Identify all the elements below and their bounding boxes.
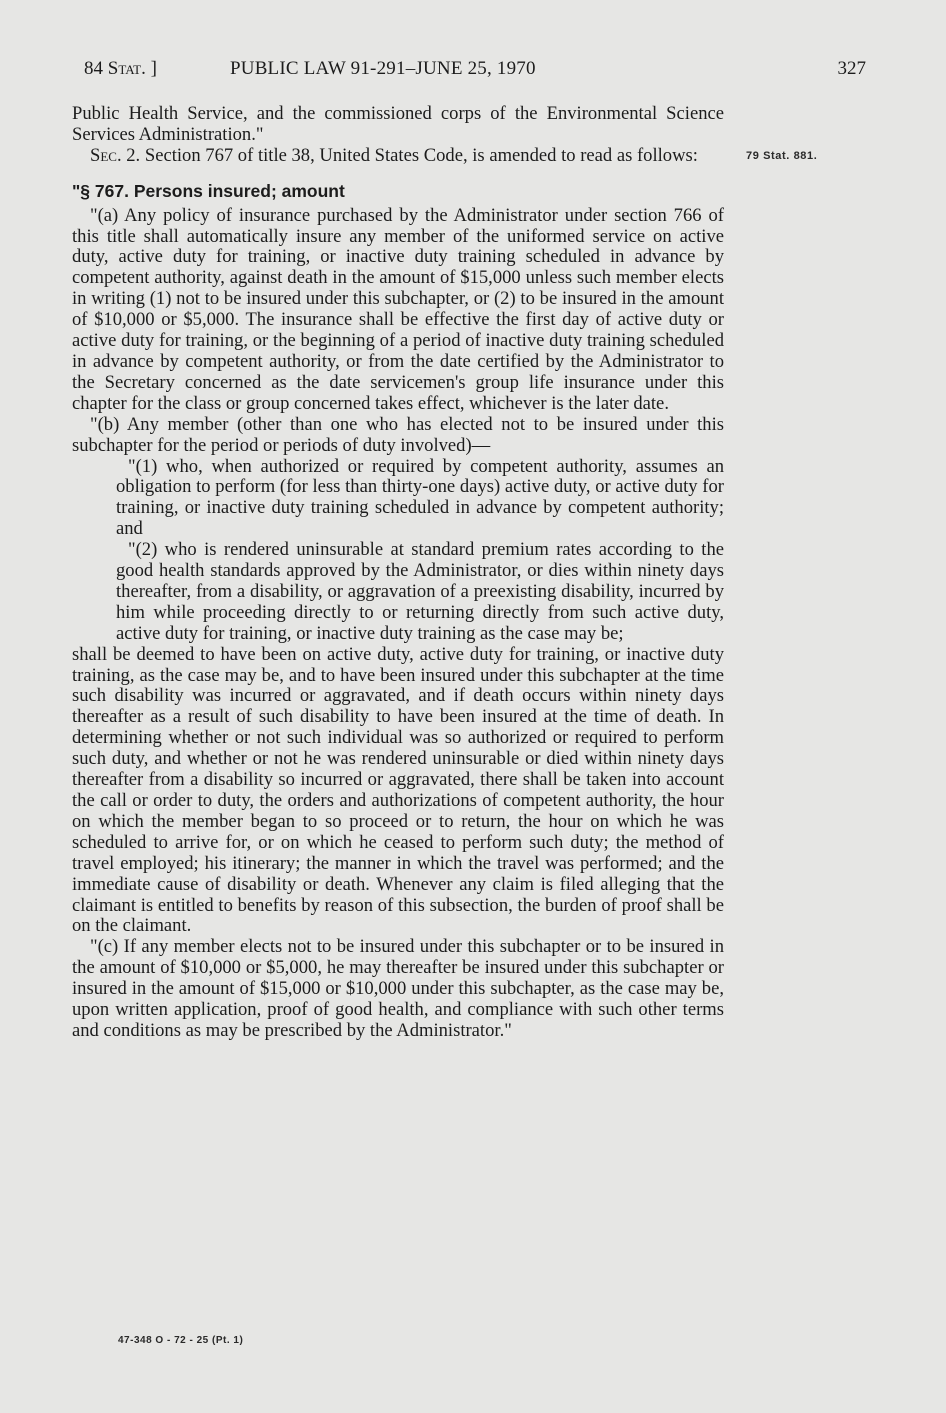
- subsection-a: "(a) Any policy of insurance purchased by the Administrator under section 766 of this title shall automatically insure any member of the uniformed service on active duty, active duty for training, or inactive duty training scheduled in advance by competent authority, against death in the amount of $15,000 unless such member elects in writing (1) not to be insured under this subchapter, or (2) to be insured in the amount of $10,000 or $5,000. The insurance shall be effective the first day of active duty or active duty for training, or the beginning of a period of inactive duty training scheduled in advance by competent authority, or from the date certified by the Administrator to the Secretary concerned as the date servicemen's group life insurance under this chapter for the class or group concerned takes effect, whichever is the later date.: [72, 204, 724, 414]
- subsection-b: "(b) Any member (other than one who has elected not to be insured under this subchapter for the period or periods of duty involved)—: [72, 413, 724, 456]
- subsection-c: "(c) If any member elects not to be insured under this subchapter or to be insured in the amount of $10,000 or $5,000, he may thereafter be insured under this subchapter or insured in the amount of $15,000 or $10,000 under this subchapter, as the case may be, upon written application, proof of good health, and compliance with such other terms and conditions as may be prescribed by the Administrator.": [72, 936, 724, 1041]
- margin-citation: 79 Stat. 881.: [746, 150, 818, 162]
- section-2-paragraph: [72, 146, 724, 167]
- subsection-b-continuation: shall be deemed to have been on active duty, active duty for training, or inactive duty training, as the case may be, and to have been insured under this subchapter at the time such disability was incurred or aggravated, and if death occurs within ninety days thereafter as a result of such disability to have been insured at the time of death. In determining whether or not such individual was so authorized or required to perform such duty, and whether or not he was rendered uninsurable or died within ninety days thereafter from a disability so incurred or aggravated, there shall be taken into account the call or order to duty, the orders and authorizations of competent authority, the hour on which the member began to so proceed or to return, the hour on which he was scheduled to arrive for, or on which he ceased to perform such duty; the method of travel employed; his itinerary; the manner in which the travel was performed; and the immediate cause of disability or death. Whenever any claim is filed alleging that the claimant is entitled to benefits by reason of this subsection, the burden of proof shall be on the claimant.: [72, 643, 724, 937]
- header-volume-citation: 84 Stat. ]: [84, 58, 157, 79]
- running-header: [84, 58, 866, 88]
- subsection-b-item-2: "(2) who is rendered uninsurable at standard premium rates according to the good health standards approved by the Administrator, or dies within ninety days thereafter, from a disability, or aggravation of a preexisting disability, incurred by him while proceeding directly to or returning directly from such active duty, active duty for training, or inactive duty training as the case may be;: [116, 539, 724, 644]
- section-heading: "§ 767. Persons insured; amount: [72, 180, 345, 201]
- section-label: Sec.: [90, 144, 122, 166]
- subsection-b-item-1: "(1) who, when authorized or required by competent authority, assumes an obligation to perform (for less than thirty-one days) active duty, or active duty for training, or inactive duty training scheduled in advance by competent authority; and: [116, 455, 724, 540]
- page-number: 327: [837, 58, 866, 79]
- print-footer-code: 47-348 O - 72 - 25 (Pt. 1): [118, 1335, 244, 1346]
- paragraph-continuation: Public Health Service, and the commissioned corps of the Environmental Science Services Administration.": [72, 103, 724, 145]
- header-title: PUBLIC LAW 91-291–JUNE 25, 1970: [230, 58, 536, 79]
- statute-body: [72, 104, 724, 1042]
- section-2-text: 2. Section 767 of title 38, United States Code, is amended to read as follows:: [121, 144, 698, 166]
